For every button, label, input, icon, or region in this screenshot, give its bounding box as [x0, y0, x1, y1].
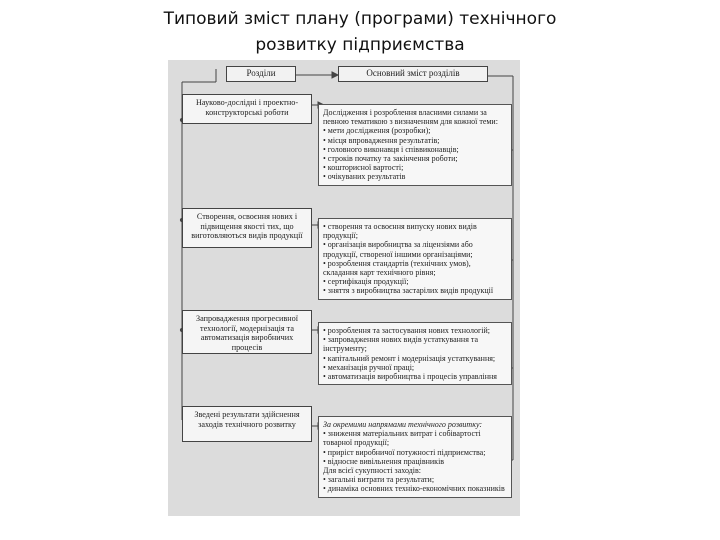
- section-4-item-5: • динаміка основних техніко-економічних показників: [323, 484, 505, 494]
- section-1-item-6: • очікуваних результатів: [323, 172, 406, 182]
- section-4-item-2: • приріст виробничої потужності підприємства;: [323, 447, 486, 457]
- section-1-item-2: • місця впровадження результатів;: [323, 135, 440, 145]
- header-content-box: [338, 66, 488, 82]
- section-4-list-2: [323, 475, 507, 493]
- section-4-item-3: • відносне вивільнення працівників: [323, 456, 445, 466]
- section-3-item-4: • механізація ручної праці;: [323, 362, 415, 372]
- section-3-item-2: • запровадження нових видів устаткування та інструменту;: [323, 335, 479, 354]
- section-2-item-2: • організація виробництва за ліцензіями або продукції, створеної іншими організаціями;: [323, 240, 473, 259]
- section-2-item-5: • зняття з виробництва застарілих видів продукції: [323, 286, 494, 296]
- section-2-list: [323, 222, 507, 296]
- section-1-item-5: • кошторисної вартості;: [323, 163, 404, 173]
- section-4-list: [323, 429, 507, 466]
- section-2-content-box: [318, 218, 512, 300]
- section-1-item-3: • головного виконавця і співвиконавців;: [323, 144, 459, 154]
- section-3-content-box: [318, 322, 512, 385]
- section-2-item-3: • розроблення стандартів (технічних умов), складання карт технічного рівня;: [323, 258, 471, 278]
- section-3-list: [323, 326, 507, 381]
- header-sections-box: [226, 66, 296, 82]
- slide-title-line-1: Типовий зміст плану (програми) технічного: [163, 9, 557, 29]
- section-1-title: Науково-дослідні і проектно-конструкторські роботи: [195, 98, 299, 117]
- section-4-title: Зведені результати здійснення заходів технічного розвитку: [194, 410, 300, 429]
- section-3-item-5: • автоматизація виробництва і процесів управління: [323, 372, 497, 382]
- section-1-title-box: [182, 94, 312, 124]
- slide-title: [60, 6, 660, 58]
- header-sections-label: Розділи: [246, 68, 276, 78]
- section-1-intro: Дослідження і розроблення власними силами за певною тематикою з визначенням для кожної теми:: [323, 108, 498, 127]
- section-4-content-box: [318, 416, 512, 498]
- section-1-item-4: • строків початку та закінчення роботи;: [323, 154, 458, 164]
- section-4-title-box: [182, 406, 312, 442]
- header-content-label: Основний зміст розділів: [366, 68, 460, 78]
- section-2-item-1: • створення та освоєння випуску нових видів продукції;: [323, 222, 477, 241]
- section-2-item-4: • сертифікація продукції;: [323, 277, 409, 287]
- section-1-item-1: • мети дослідження (розробки);: [323, 126, 431, 136]
- section-2-title: Створення, освоєння нових і підвищення якості тих, що виготовляються видів продукції: [191, 212, 303, 241]
- section-3-item-3: • капітальний ремонт і модернізація устаткування;: [323, 353, 496, 363]
- section-4-intro: За окремими напрямами технічного розвитку:: [323, 420, 483, 429]
- section-2-title-box: [182, 208, 312, 248]
- section-3-title: Запровадження прогресивної технології, модернізація та автоматизація виробничих процесів: [195, 314, 298, 352]
- section-1-list: [323, 126, 507, 181]
- section-4-item-1: • зниження матеріальних витрат і собівартості товарної продукції;: [323, 429, 481, 448]
- section-4-subhead: Для всієї сукупності заходів:: [323, 466, 422, 476]
- scanned-diagram: [168, 60, 520, 516]
- section-3-title-box: [182, 310, 312, 354]
- slide-title-line-2: розвитку підприємства: [255, 35, 465, 55]
- section-3-item-1: • розроблення та застосування нових технологій;: [323, 326, 490, 335]
- section-4-item-4: • загальні витрати та результати;: [323, 475, 435, 485]
- section-1-content-box: [318, 104, 512, 186]
